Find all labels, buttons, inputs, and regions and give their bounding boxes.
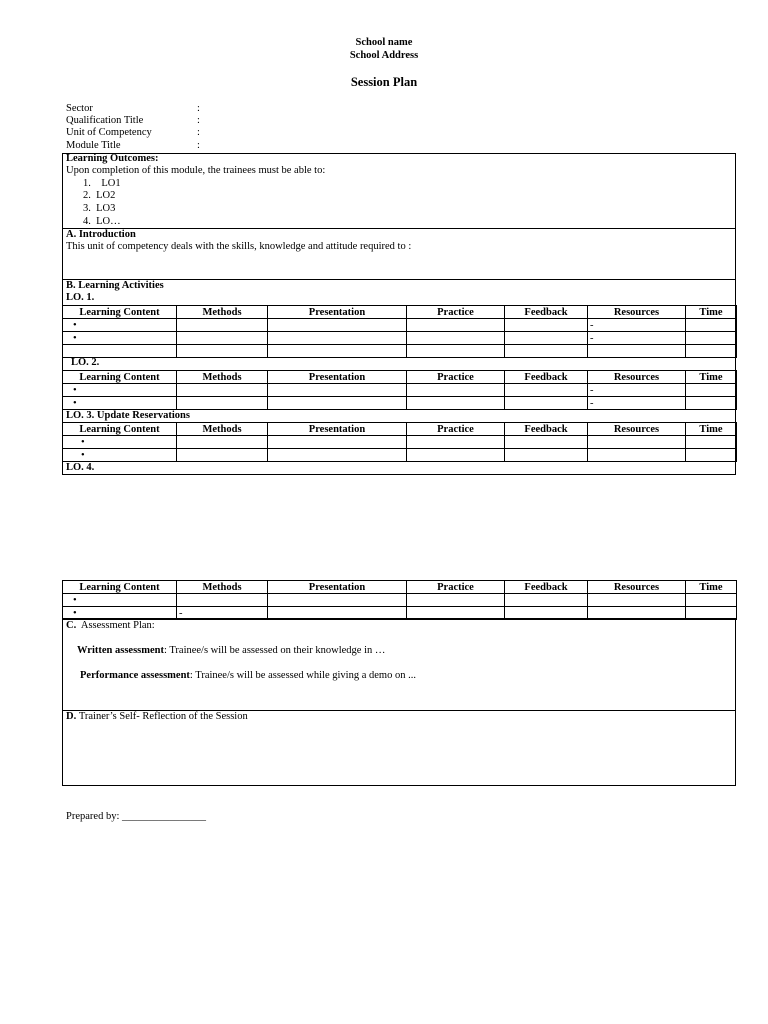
lo4-table <box>62 580 737 620</box>
col-feedback: Feedback <box>505 581 588 594</box>
introduction-heading: A. Introduction <box>66 229 136 240</box>
info-label: Unit of Competency <box>66 127 152 138</box>
bullet-cell: • <box>63 397 177 410</box>
dash-cell: - <box>588 384 686 397</box>
bullet-cell: • <box>63 449 177 462</box>
outcomes-intro: Upon completion of this module, the trainees must be able to: <box>66 165 326 176</box>
col-methods: Methods <box>177 306 268 319</box>
bullet-cell: • <box>63 436 177 449</box>
info-colon: : <box>197 103 200 114</box>
col-presentation: Presentation <box>268 371 407 384</box>
col-feedback: Feedback <box>505 371 588 384</box>
reflection-heading: D. Trainer’s Self- Reflection of the Session <box>66 711 248 722</box>
col-learning-content: Learning Content <box>63 423 177 436</box>
dash-cell: - <box>588 397 686 410</box>
table-row <box>63 594 737 607</box>
info-label: Qualification Title <box>66 115 144 126</box>
outcomes-heading: Learning Outcomes: <box>66 153 159 164</box>
info-label: Module Title <box>66 140 121 151</box>
info-colon: : <box>197 115 200 126</box>
col-learning-content: Learning Content <box>63 371 177 384</box>
divider <box>62 228 736 229</box>
info-colon: : <box>197 140 200 151</box>
col-resources: Resources <box>588 581 686 594</box>
col-resources: Resources <box>588 423 686 436</box>
lo3-table <box>62 422 737 462</box>
col-learning-content: Learning Content <box>63 306 177 319</box>
col-methods: Methods <box>177 581 268 594</box>
introduction-text: This unit of competency deals with the skills, knowledge and attitude required to : <box>66 241 412 252</box>
outcome-item: 3. LO3 <box>83 203 116 214</box>
bullet-cell: • <box>63 607 177 620</box>
col-practice: Practice <box>407 371 505 384</box>
col-methods: Methods <box>177 371 268 384</box>
lo1-table <box>62 305 737 358</box>
table-header-row <box>63 371 737 384</box>
col-practice: Practice <box>407 306 505 319</box>
outcome-item: 4. LO… <box>83 216 121 227</box>
col-methods: Methods <box>177 423 268 436</box>
col-resources: Resources <box>588 371 686 384</box>
bullet-cell: • <box>63 594 177 607</box>
table-header-row <box>63 423 737 436</box>
school-address: School Address <box>349 50 419 61</box>
table-row <box>63 449 737 462</box>
lo2-table <box>62 370 737 410</box>
outcome-item: 1. LO1 <box>83 178 121 189</box>
school-name: School name <box>355 37 413 48</box>
col-presentation: Presentation <box>268 581 407 594</box>
table-row <box>63 319 737 332</box>
dash-cell: - <box>588 319 686 332</box>
col-time: Time <box>686 581 737 594</box>
assessment-box <box>62 618 736 786</box>
lo3-heading: LO. 3. Update Reservations <box>66 410 190 421</box>
col-practice: Practice <box>407 423 505 436</box>
lo4-heading: LO. 4. <box>66 462 95 473</box>
table-row <box>63 345 737 358</box>
info-label: Sector <box>66 103 93 114</box>
col-time: Time <box>686 371 737 384</box>
activities-heading: B. Learning Activities <box>66 280 164 291</box>
assessment-heading: C. Assessment Plan: <box>66 620 155 631</box>
outcome-item: 2. LO2 <box>83 190 116 201</box>
dash-cell: - <box>177 607 268 620</box>
table-header-row <box>63 306 737 319</box>
col-time: Time <box>686 306 737 319</box>
col-feedback: Feedback <box>505 423 588 436</box>
col-presentation: Presentation <box>268 423 407 436</box>
lo1-heading: LO. 1. <box>66 292 95 303</box>
page-title: Session Plan <box>350 75 418 89</box>
info-colon: : <box>197 127 200 138</box>
prepared-by: Prepared by: ________________ <box>66 811 206 822</box>
table-header-row <box>63 581 737 594</box>
table-row <box>63 436 737 449</box>
table-row <box>63 384 737 397</box>
col-presentation: Presentation <box>268 306 407 319</box>
table-row <box>63 397 737 410</box>
col-feedback: Feedback <box>505 306 588 319</box>
written-assessment: Written assessment: Trainee/s will be assessed on their knowledge in … <box>77 645 386 656</box>
table-row <box>63 332 737 345</box>
bullet-cell: • <box>63 384 177 397</box>
dash-cell: - <box>588 332 686 345</box>
bullet-cell: • <box>63 332 177 345</box>
lo2-heading: LO. 2. <box>71 357 100 368</box>
col-practice: Practice <box>407 581 505 594</box>
col-learning-content: Learning Content <box>63 581 177 594</box>
bullet-cell: • <box>63 319 177 332</box>
col-resources: Resources <box>588 306 686 319</box>
performance-assessment: Performance assessment: Trainee/s will be assessed while giving a demo on ... <box>80 670 416 681</box>
col-time: Time <box>686 423 737 436</box>
